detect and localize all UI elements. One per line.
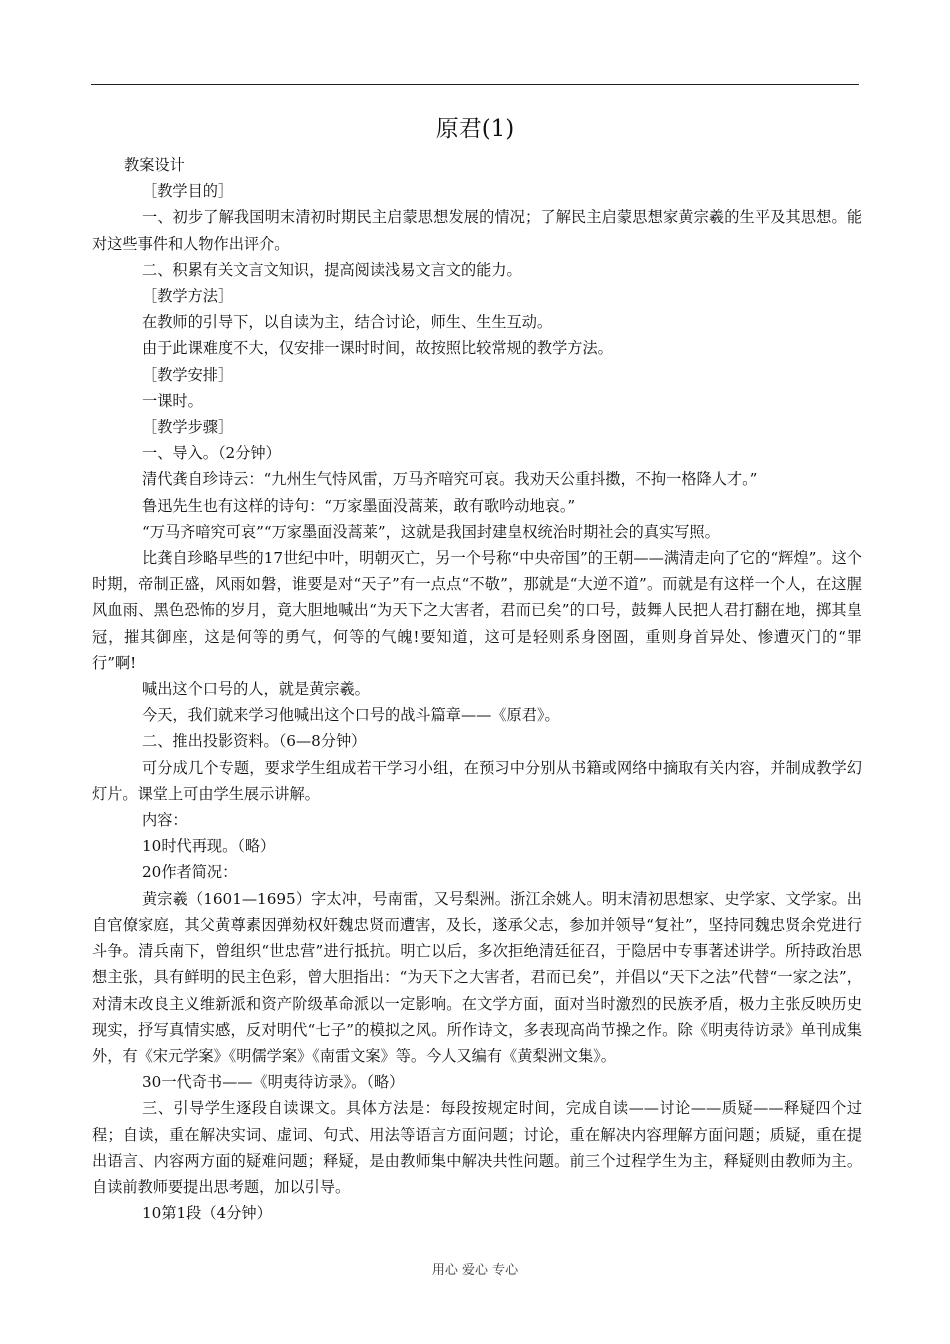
paragraph: ［教学安排］ — [142, 365, 234, 384]
paragraph: 内容： — [142, 811, 188, 830]
document-body — [92, 152, 862, 1226]
paragraph: 三、引导学生逐段自读课文。具体方法是：每段按规定时间，完成自读——讨论——质疑——释疑四个过程；自读，重在解决实词、虚词、句式、用法等语言方面问题；讨论，重在解决内容理解方面问题；质疑，重在提出语言、内容两方面的疑难问题；释疑，是由教师集中解决共性问题。前三个过程学生为主，释疑则由教师为主。自读前教师要提出思考题，加以引导。 — [92, 1099, 863, 1196]
paragraph: 一、初步了解我国明末清初时期民主启蒙思想发展的情况；了解民主启蒙思想家黄宗羲的生平及其思想。能对这些事件和人物作出评介。 — [92, 208, 862, 253]
paragraph: 一、导入。（2分钟） — [142, 444, 281, 463]
paragraph: 可分成几个专题，要求学生组成若干学习小组，在预习中分别从书籍或网络中摘取有关内容，并制成教学幻灯片。课堂上可由学生展示讲解。 — [92, 758, 862, 803]
paragraph: ［教学方法］ — [142, 287, 234, 306]
header-rule — [91, 84, 859, 85]
paragraph: 今天，我们就来学习他喊出这个口号的战斗篇章——《原君》。 — [142, 706, 560, 725]
paragraph: 鲁迅先生也有这样的诗句：“万家墨面没蒿莱，敢有歌吟动地哀。” — [142, 496, 576, 515]
paragraph: 20作者简况： — [142, 863, 238, 882]
paragraph: 一课时。 — [142, 391, 203, 410]
paragraph: 由于此课难度不大，仅安排一课时时间，故按照比较常规的教学方法。 — [142, 339, 613, 358]
paragraph: 30一代奇书——《明夷待访录》。（略） — [142, 1073, 405, 1092]
page-footer: 用心 爱心 专心 — [431, 1263, 519, 1278]
paragraph: 10第1段（4分钟） — [142, 1204, 272, 1223]
paragraph: 10时代再现。（略） — [142, 837, 276, 856]
paragraph: 比龚自珍略早些的17世纪中叶，明朝灭亡，另一个号称“中央帝国”的王朝——满清走向了它的“辉煌”。这个时期，帝制正盛，风雨如磐，谁要是对“天子”有一点点“不敬”，那就是“大逆不道”。而就是有这样一个人，在这腥风血雨、黑色恐怖的岁月，竟大胆地喊出“为天下之大害者，君而已矣”的口号，鼓舞人民把人君打翻在地，掷其皇冠，摧其御座，这是何等的勇气，何等的气魄!要知道，这可是轻则系身囹圄，重则身首异处、惨遭灭门的“罪行”啊! — [92, 549, 862, 672]
paragraph: “万马齐喑究可哀”“万家墨面没蒿莱”，这就是我国封建皇权统治时期社会的真实写照。 — [142, 522, 720, 541]
paragraph: 二、积累有关文言文知识，提高阅读浅易文言文的能力。 — [142, 260, 522, 279]
paragraph: 在教师的引导下，以自读为主，结合讨论，师生、生生互动。 — [142, 313, 553, 332]
paragraph: 黄宗羲（1601—1695）字太冲，号南雷，又号梨洲。浙江余姚人。明末清初思想家、史学家、文学家。出自官僚家庭，其父黄尊素因弹劾权奸魏忠贤而遭害，及长，遂承父志，参加并领导“复社”，坚持同魏忠贤余党进行斗争。清兵南下，曾组织“世忠营”进行抵抗。明亡以后，多次拒绝清廷征召，于隐居中专事著述讲学。所持政治思想主张，具有鲜明的民主色彩，曾大胆指出：“为天下之大害者，君而已矣”，并倡以“天下之法”代替“一家之法”，对清末改良主义维新派和资产阶级革命派以一定影响。在文学方面，面对当时激烈的民族矛盾，极力主张反映历史现实，抒写真情实感，反对明代“七子”的模拟之风。所作诗文，多表现高尚节操之作。除《明夷待访录》单刊成集外，有《宋元学案》《明儒学案》《南雷文案》等。今人又编有《黄梨洲文集》。 — [92, 889, 862, 1065]
paragraph: 清代龚自珍诗云：“九州生气恃风雷，万马齐喑究可哀。我劝天公重抖擞，不拘一格降人才。” — [142, 470, 758, 489]
paragraph: 二、推出投影资料。（6—8分钟） — [142, 732, 367, 751]
paragraph: 喊出这个口号的人，就是黄宗羲。 — [142, 680, 370, 699]
paragraph: ［教学步骤］ — [142, 418, 234, 437]
paragraph: 教案设计 — [124, 156, 185, 174]
paragraph: ［教学目的］ — [142, 182, 234, 201]
document-title: 原君(1) — [435, 116, 515, 142]
